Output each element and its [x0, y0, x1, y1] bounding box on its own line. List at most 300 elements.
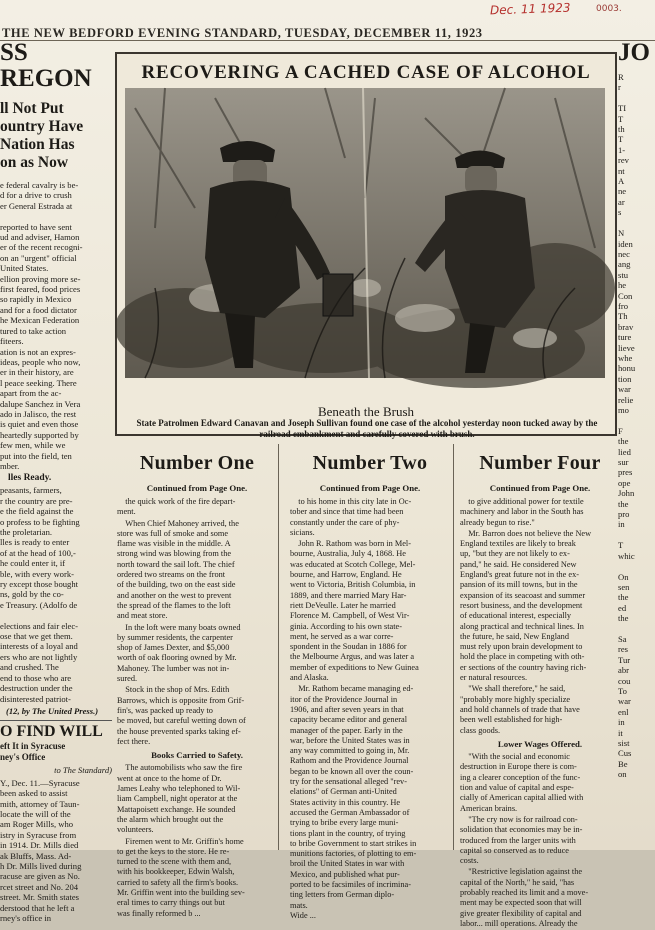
- text-line: shop of James Dexter, and $5,000: [117, 643, 230, 653]
- text-line: member of expeditions to New Guinea: [290, 662, 419, 672]
- body-line: ado in Jalisco, the rest: [0, 408, 77, 419]
- story-heading: Number One: [139, 452, 255, 474]
- text-line: bourne, and Harrow, England. He: [290, 570, 402, 580]
- text-line: "Restrictive legislation against the: [460, 867, 583, 877]
- story-body: [117, 497, 277, 919]
- body-line: so rapidly in Mexico: [0, 294, 72, 305]
- text-line: by summer residents, the carpenter: [117, 632, 233, 642]
- body-line: the proletarian.: [0, 527, 53, 537]
- body-line: e federal cavalry is be-: [0, 180, 79, 190]
- body-line: tion: [618, 373, 632, 384]
- body-line: put into the field, ten: [0, 450, 72, 461]
- body-line: whic: [618, 550, 635, 561]
- text-line: broil the United States in war with: [290, 859, 405, 869]
- text-line: "The cry now is for railroad con-: [460, 814, 578, 824]
- text-line: flame was visible in the middle. A: [117, 539, 231, 549]
- body-line: ud and adviser, Hamon: [0, 232, 80, 243]
- paragraph: [460, 497, 620, 528]
- photo-headline: RECOVERING A CACHED CASE OF ALCOHOL: [141, 62, 591, 83]
- text-line: ment, he served as a war corre-: [290, 631, 394, 641]
- body-line: Tur: [618, 654, 631, 665]
- text-line: the future, he said, New England: [460, 631, 569, 641]
- text-line: pand," he said. He considered New: [460, 559, 577, 569]
- body-line: enl: [618, 706, 629, 717]
- left-body: [0, 180, 112, 471]
- body-line: er General Estrada at: [0, 200, 73, 211]
- body-line: mber.: [0, 460, 20, 471]
- body-line: honu: [618, 363, 636, 374]
- body-line: ideas, people who now,: [0, 356, 81, 367]
- body-line: To: [618, 685, 627, 696]
- text-line: fect there.: [117, 736, 151, 746]
- story-body: [290, 497, 450, 921]
- paragraph: [117, 837, 277, 919]
- body-line: sur: [618, 457, 629, 468]
- headline-line: SS: [0, 39, 28, 66]
- body-line: ne: [618, 186, 627, 197]
- text-line: give greater flexibility of capital and: [460, 908, 582, 918]
- find-will-credit: to The Standard): [54, 765, 112, 776]
- text-line: try for the sensational alleged "rev-: [290, 777, 407, 787]
- body-line: ak Bluffs, Mass. Ad-: [0, 850, 72, 861]
- text-line: along practical and technical lines. In: [460, 621, 584, 631]
- paragraph: [117, 763, 277, 835]
- text-line: When Chief Mahoney arrived, the: [117, 518, 239, 528]
- text-line: bourne, Australia, July 4, 1868. He: [290, 549, 406, 559]
- body-line: fro: [618, 300, 629, 311]
- body-line: [0, 610, 112, 620]
- text-line: trying to bribe every large muni-: [290, 818, 399, 828]
- body-line: lied: [618, 446, 631, 457]
- subhead-line: on as Now: [0, 154, 69, 171]
- body-line: [618, 624, 655, 634]
- body-line: on an "urgent" official: [0, 252, 77, 263]
- body-line: [618, 93, 655, 103]
- left-body-2: [0, 485, 112, 704]
- left-subhead: [0, 100, 112, 172]
- story-continued-note: Continued from Page One.: [489, 483, 591, 493]
- text-line: er sections of the country having rich-: [460, 662, 587, 672]
- subhead-line: ney's Office: [0, 752, 46, 763]
- left-section-head: lles Ready.: [8, 473, 52, 484]
- body-line: ang: [618, 259, 631, 270]
- body-line: stu: [618, 269, 629, 280]
- text-line: Barrows, which is opposite from Grif-: [117, 695, 245, 705]
- text-line: any way committed to going in, Mr.: [290, 746, 410, 756]
- body-line: R: [618, 72, 624, 82]
- body-line: John: [618, 488, 635, 499]
- text-line: costs.: [460, 856, 479, 866]
- body-line: Con: [618, 290, 633, 301]
- body-line: war: [618, 384, 631, 395]
- body-line: ry except those bought: [0, 579, 79, 590]
- text-line: American brains.: [460, 803, 518, 813]
- text-line: "probably more highly specialize: [460, 694, 571, 704]
- text-line: went to Victoria, British Columbia, in: [290, 580, 416, 590]
- body-line: first feared, food prices: [0, 284, 81, 295]
- body-line: dalupe Sanchez in Vera: [0, 398, 81, 409]
- body-line: he could enter it, if: [0, 558, 66, 569]
- body-line: abr: [618, 665, 629, 676]
- find-will-body: [0, 778, 112, 924]
- story-subhead: Books Carried to Safety.: [151, 750, 243, 761]
- text-line: manager of the paper. Early in the: [290, 725, 403, 735]
- text-line: already begun to rise.": [460, 517, 535, 527]
- text-line: to bribe Government to start strikes in: [290, 838, 417, 848]
- text-line: Mr. Rathom became managing ed-: [290, 684, 414, 694]
- body-line: rney's office in: [0, 913, 52, 923]
- text-line: turned to the scene with them and,: [117, 857, 232, 867]
- text-line: the Melbourne Argus, and was later a: [290, 652, 415, 662]
- body-line: r: [618, 82, 621, 93]
- text-line: cially of American capital allied with: [460, 793, 584, 803]
- body-line: Th: [618, 311, 628, 322]
- text-line: capital of the North," he said, "has: [460, 877, 575, 887]
- text-line: sured.: [117, 674, 138, 684]
- text-line: solidation that economies may be in-: [460, 825, 583, 835]
- text-line: itor of the Providence Journal in: [290, 694, 398, 704]
- find-will-subhead: [0, 741, 112, 763]
- archive-reference: 0003.: [596, 4, 622, 14]
- text-line: spondent in the Soudan in 1886 for: [290, 642, 407, 652]
- story-subhead: Lower Wages Offered.: [497, 738, 583, 749]
- text-line: fin's, was packed up ready to: [117, 705, 213, 715]
- body-line: res: [618, 644, 629, 655]
- text-line: expansion of its seacoast and summer: [460, 590, 586, 600]
- text-line: began to be known all over the coun-: [290, 766, 414, 776]
- text-line: elations" of German anti-United: [290, 787, 397, 797]
- body-line: and for a food dictator: [0, 304, 77, 315]
- text-line: and another on the west to prevent: [117, 590, 232, 600]
- body-line: ose that we get them.: [0, 631, 73, 642]
- body-line: in: [618, 519, 625, 530]
- body-line: disinterested patriot-: [0, 693, 71, 704]
- text-line: with his bookkeeper, Edwin Walsh,: [117, 867, 235, 877]
- left-credit: (12, by The United Press.): [6, 705, 99, 716]
- body-line: tured to take action: [0, 325, 67, 336]
- text-line: destruction in Europe there is com-: [460, 762, 577, 772]
- text-line: The automobilists who saw the fire: [117, 763, 243, 773]
- photo-caption-title: Beneath the Brush: [317, 404, 415, 419]
- body-line: T: [618, 113, 624, 124]
- body-line: 1-: [618, 144, 626, 155]
- body-line: istry in Syracuse from: [0, 829, 77, 840]
- body-line: ope: [618, 477, 631, 488]
- body-line: ation is not an expres-: [0, 346, 76, 357]
- text-line: strong wind was blowing from the: [117, 549, 232, 559]
- body-line: ble, with every work-: [0, 568, 74, 579]
- text-line: riett DeVeulle. Later he married: [290, 600, 396, 610]
- text-line: hold the place in competing with oth-: [460, 652, 585, 662]
- text-line: tion and value of capital and espe-: [460, 783, 574, 793]
- text-line: must rely upon brain development to: [460, 642, 583, 652]
- body-line: ed: [618, 602, 627, 613]
- body-line: mo: [618, 405, 629, 415]
- text-line: Mr. Griffin went into the building sev-: [117, 887, 245, 897]
- body-line: reported to have sent: [0, 221, 72, 232]
- body-line: the: [618, 498, 629, 509]
- body-line: T: [618, 134, 624, 145]
- body-line: war: [618, 696, 631, 707]
- text-line: liam Campbell, night operator at the: [117, 794, 238, 804]
- body-line: [618, 218, 655, 228]
- body-line: the: [618, 436, 629, 447]
- body-line: sist: [618, 738, 630, 748]
- text-line: Wide ...: [290, 910, 316, 920]
- text-line: 1889, and there married Mary Har-: [290, 590, 407, 600]
- body-line: he: [618, 280, 627, 291]
- body-line: the: [618, 592, 629, 603]
- body-line: been asked to assist: [0, 788, 68, 799]
- body-line: locate the will of the: [0, 808, 71, 819]
- paragraph: [117, 519, 277, 622]
- text-line: munitions factories, of plotting to em-: [290, 849, 417, 859]
- text-line: worth of oak flooring owned by Mr.: [117, 653, 237, 663]
- body-line: it: [618, 727, 623, 738]
- text-line: probably reached its limit and a move-: [460, 887, 589, 897]
- body-line: the: [618, 613, 629, 624]
- text-line: class goods.: [460, 725, 501, 735]
- body-line: T: [618, 540, 624, 551]
- body-line: d for a drive to crush: [0, 190, 72, 201]
- text-line: "With the social and economic: [460, 752, 570, 762]
- text-line: of the building, two on the east side: [117, 580, 236, 590]
- body-line: racuse are given as No.: [0, 871, 80, 882]
- text-line: machinery and labor in the South has: [460, 507, 584, 517]
- body-line: apart from the ac-: [0, 388, 62, 399]
- text-line: England's great future not in the ex-: [460, 570, 579, 580]
- right-column-story: [618, 40, 655, 850]
- text-line: to give additional power for textile: [460, 497, 584, 506]
- body-line: and crushed. The: [0, 662, 59, 673]
- right-body: [618, 72, 655, 780]
- text-line: ting letters from German diplo-: [290, 890, 395, 900]
- news-photo: [125, 88, 605, 378]
- text-line: war, before the United States was in: [290, 735, 410, 745]
- body-line: [0, 211, 112, 221]
- text-line: ported to be facsimiles of incrimina-: [290, 879, 411, 889]
- body-line: ellion proving more se-: [0, 273, 81, 284]
- text-line: the spread of the flames to the loft: [117, 600, 231, 610]
- body-line: whe: [618, 352, 633, 363]
- body-line: Y., Dec. 11.—Syracuse: [0, 777, 80, 788]
- text-line: to get the keys to the store. He re-: [117, 846, 230, 856]
- body-line: sen: [618, 581, 630, 592]
- text-line: Stock in the shop of Mrs. Edith: [117, 685, 230, 695]
- body-line: Be: [618, 758, 628, 769]
- text-line: pansion of its mill towns, but in the: [460, 580, 578, 590]
- body-line: interests of a loyal and: [0, 641, 78, 652]
- body-line: o profess to be fighting: [0, 516, 80, 527]
- body-line: h Dr. Mills lived during: [0, 860, 82, 871]
- text-line: Rathom and the Providence Journal: [290, 756, 409, 766]
- text-line: eral times to carry things out but: [117, 898, 225, 908]
- text-line: store was full of smoke and some: [117, 528, 229, 538]
- text-line: Mexico, and published what pur-: [290, 869, 400, 879]
- body-line: Cus: [618, 748, 632, 759]
- text-line: and hold channels of trade that have: [460, 704, 580, 714]
- paragraph: [117, 623, 277, 685]
- body-line: of at the head of 100,-: [0, 547, 76, 558]
- body-line: fiteers.: [0, 336, 24, 347]
- body-line: iden: [618, 238, 633, 249]
- paragraph: [117, 685, 277, 747]
- body-line: on: [618, 769, 627, 780]
- text-line: ment.: [117, 507, 136, 517]
- masthead-text: THE NEW BEDFORD EVENING STANDARD, TUESDAY, DECEMBER 11, 1923: [2, 26, 483, 40]
- masthead: [0, 0, 655, 41]
- text-line: Mahoney. The lumber was not in-: [117, 663, 230, 673]
- text-line: volunteers.: [117, 825, 154, 835]
- text-line: the quick work of the fire depart-: [117, 497, 236, 506]
- body-line: lieve: [618, 342, 635, 353]
- body-line: N: [618, 228, 625, 239]
- text-line: carried to safety all the firm's books.: [117, 877, 239, 887]
- text-line: Firemen went to Mr. Griffin's home: [117, 836, 244, 846]
- body-line: e Treasury. (Adolfo de: [0, 599, 78, 610]
- text-line: ment may be expected soon that will: [460, 898, 582, 908]
- body-line: in: [618, 717, 625, 728]
- body-line: end to those who are: [0, 672, 72, 683]
- text-line: 1906, and after seven years in that: [290, 704, 404, 714]
- body-line: er in their history, are: [0, 367, 74, 378]
- paragraph: [290, 684, 450, 921]
- body-line: he Mexican Federation: [0, 315, 80, 326]
- body-line: rcet street and No. 204: [0, 881, 79, 892]
- photo-illustration: [125, 88, 605, 378]
- text-line: of educational interest, especially: [460, 611, 572, 621]
- text-line: Mattapoisett exchange. He sounded: [117, 804, 236, 814]
- text-line: was educated at Scotch College, Mel-: [290, 559, 416, 569]
- text-line: er natural resources.: [460, 673, 528, 683]
- text-line: and meat store.: [117, 611, 168, 621]
- text-line: John R. Rathom was born in Mel-: [290, 539, 411, 549]
- body-line: is quiet and even those: [0, 419, 79, 430]
- text-line: the house prevented sparks taking ef-: [117, 726, 241, 736]
- paragraph: [460, 684, 620, 735]
- text-line: resort business, and the development: [460, 600, 583, 610]
- text-line: was finally reformed b ...: [117, 908, 201, 918]
- text-line: be moved, but careful wetting down of: [117, 716, 246, 726]
- story-number-four: [460, 452, 620, 930]
- body-line: ture: [618, 332, 632, 343]
- body-line: F: [618, 425, 623, 436]
- text-line: mats.: [290, 900, 308, 910]
- paragraph: [460, 752, 620, 814]
- text-line: James Leahy who telephoned to Wil-: [117, 784, 241, 794]
- body-line: On: [618, 571, 629, 582]
- body-line: cou: [618, 675, 631, 686]
- text-line: accused the German Ambassador of: [290, 807, 410, 817]
- body-line: l peace seeking. There: [0, 377, 77, 388]
- text-line: been well established for high-: [460, 715, 563, 725]
- body-line: A: [618, 176, 625, 187]
- text-line: ing a clearer conception of the func-: [460, 772, 581, 782]
- left-headline: [0, 40, 112, 92]
- body-line: r the country are pre-: [0, 495, 73, 506]
- paragraph: [290, 497, 450, 538]
- body-line: brav: [618, 321, 634, 332]
- text-line: capital so conserved as to reduce: [460, 845, 569, 855]
- body-line: mith, attorney of Taun-: [0, 798, 80, 809]
- paragraph: [460, 529, 620, 683]
- text-line: States activity in this country. He: [290, 797, 401, 807]
- text-line: ordered two streams on the front: [117, 570, 226, 580]
- body-line: in 1914. Dr. Mills died: [0, 840, 79, 851]
- body-line: th: [618, 124, 625, 135]
- body-line: elections and fair elec-: [0, 620, 79, 631]
- text-line: England textiles are likely to break: [460, 539, 576, 549]
- text-line: "We shall therefore," he said,: [460, 684, 566, 694]
- photo-caption: State Patrolmen Edward Canavan and Joseph Sullivan found one case of the alcohol yesterday noon tucked away by the railroad embankment and carefully covered with brush.: [136, 418, 598, 439]
- text-line: went at once to the home of Dr.: [117, 773, 222, 783]
- text-line: tober and since that time had been: [290, 507, 404, 517]
- text-line: Florence M. Campbell, of West Vir-: [290, 611, 410, 621]
- text-line: and Alaska.: [290, 673, 329, 683]
- subhead-line: ountry Have: [0, 118, 84, 135]
- body-line: pro: [618, 509, 630, 520]
- body-line: TI: [618, 103, 627, 114]
- body-line: relie: [618, 394, 634, 405]
- text-line: ginia. According to his own state-: [290, 621, 402, 631]
- body-line: peasants, farmers,: [0, 485, 62, 496]
- story-heading: Number Two: [312, 452, 428, 474]
- story-number-one: [117, 452, 277, 920]
- story-continued-note: Continued from Page One.: [146, 483, 248, 493]
- body-line: few men, while we: [0, 440, 66, 451]
- text-line: Mr. Barron does not believe the New: [460, 528, 592, 538]
- story-number-two: [290, 452, 450, 922]
- story-body: [460, 497, 620, 929]
- body-line: street. Mr. Smith states: [0, 892, 80, 903]
- text-line: up, "but they are not likely to ex-: [460, 549, 570, 559]
- body-line: destruction under the: [0, 683, 73, 694]
- paragraph: [290, 539, 450, 683]
- text-line: troduced from the larger units with: [460, 835, 576, 845]
- story-heading: Number Four: [479, 452, 601, 474]
- body-line: pres: [618, 467, 633, 478]
- text-line: north toward the sail loft. The chief: [117, 559, 235, 569]
- body-line: e the field against the: [0, 506, 74, 517]
- body-line: [618, 415, 655, 425]
- text-line: the alarm which brought out the: [117, 814, 224, 824]
- text-line: sicians.: [290, 527, 315, 537]
- column-divider: [278, 444, 279, 850]
- body-line: ns, gold by the co-: [0, 589, 64, 600]
- body-line: derstood that he left a: [0, 902, 75, 913]
- headline-line: REGON: [0, 65, 92, 92]
- body-line: [618, 561, 655, 571]
- body-line: heartedly supported by: [0, 429, 79, 440]
- left-column-story: [0, 39, 112, 923]
- column-divider: [453, 444, 454, 850]
- paragraph: [117, 497, 277, 518]
- handwritten-date: Dec. 11 1923: [489, 0, 571, 18]
- body-line: Sa: [618, 633, 627, 644]
- photo-feature: [115, 52, 617, 439]
- body-line: [618, 530, 655, 540]
- right-headline: JO: [618, 39, 650, 66]
- text-line: capacity became editor and general: [290, 715, 408, 725]
- paragraph: [460, 815, 620, 866]
- body-line: ers who are not lightly: [0, 651, 78, 662]
- story-continued-note: Continued from Page One.: [319, 483, 421, 493]
- text-line: to his home in this city late in Oc-: [290, 497, 412, 506]
- body-line: United States.: [0, 263, 49, 274]
- body-line: ar: [618, 196, 625, 207]
- paragraph: [460, 867, 620, 929]
- text-line: labor... mill operations. Already the: [460, 918, 578, 928]
